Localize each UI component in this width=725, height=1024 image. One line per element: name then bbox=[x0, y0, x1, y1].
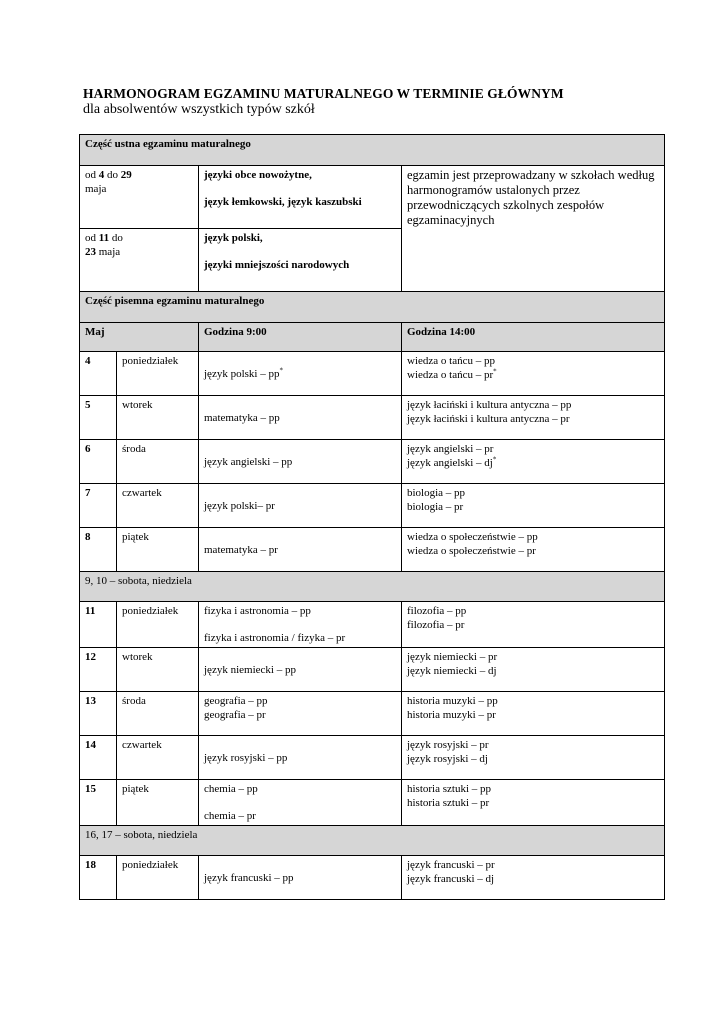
morning-exam: język polski – pp bbox=[204, 367, 280, 380]
column-header-afternoon: Godzina 14:00 bbox=[402, 323, 665, 352]
afternoon-exams bbox=[402, 736, 665, 780]
day-number: 5 bbox=[80, 396, 117, 440]
morning-exams bbox=[199, 484, 402, 528]
morning-exams bbox=[199, 692, 402, 736]
day-number: 18 bbox=[80, 856, 117, 900]
afternoon-exams bbox=[402, 396, 665, 440]
morning-exams bbox=[199, 780, 402, 826]
afternoon-exam: biologia – pr bbox=[407, 501, 464, 513]
afternoon-exam: biologia – pp bbox=[407, 487, 466, 499]
oral-dates-1: od 4 do 29 maja bbox=[80, 166, 199, 229]
afternoon-exam: język rosyjski – dj bbox=[407, 753, 488, 765]
day-number: 8 bbox=[80, 528, 117, 572]
weekday: poniedziałek bbox=[117, 352, 199, 396]
exam-day-row bbox=[80, 692, 665, 736]
oral-subjects-2: język polski, języki mniejszości narodowych bbox=[199, 229, 402, 292]
exam-day-row bbox=[80, 484, 665, 528]
afternoon-exams bbox=[402, 484, 665, 528]
morning-exams bbox=[199, 856, 402, 900]
morning-exam: chemia – pp bbox=[204, 783, 258, 795]
afternoon-exam: wiedza o tańcu – pr* bbox=[407, 367, 497, 381]
exam-day-row bbox=[80, 396, 665, 440]
weekday: wtorek bbox=[117, 648, 199, 692]
morning-exams bbox=[199, 352, 402, 396]
weekday: poniedziałek bbox=[117, 856, 199, 900]
morning-exam: język polski– pr bbox=[204, 499, 275, 512]
day-number: 6 bbox=[80, 440, 117, 484]
afternoon-exams bbox=[402, 528, 665, 572]
day-number: 13 bbox=[80, 692, 117, 736]
afternoon-exams bbox=[402, 692, 665, 736]
document-subtitle: dla absolwentów wszystkich typów szkół bbox=[83, 102, 315, 117]
oral-subjects-1: języki obce nowożytne, język łemkowski, język kaszubski bbox=[199, 166, 402, 229]
morning-exams bbox=[199, 648, 402, 692]
afternoon-exams bbox=[402, 780, 665, 826]
written-column-headers bbox=[80, 323, 665, 352]
exam-day-row bbox=[80, 648, 665, 692]
afternoon-exam: język rosyjski – pr bbox=[407, 739, 489, 751]
afternoon-exam: wiedza o społeczeństwie – pr bbox=[407, 545, 536, 557]
afternoon-exams bbox=[402, 856, 665, 900]
footnote-marker: * bbox=[493, 367, 497, 376]
column-header-morning: Godzina 9:00 bbox=[199, 323, 402, 352]
day-number: 4 bbox=[80, 352, 117, 396]
morning-exam: język niemiecki – pp bbox=[204, 663, 296, 676]
day-number: 15 bbox=[80, 780, 117, 826]
weekday: środa bbox=[117, 692, 199, 736]
afternoon-exam: język angielski – dj* bbox=[407, 455, 497, 469]
morning-exam: matematyka – pr bbox=[204, 543, 278, 556]
afternoon-exam: wiedza o społeczeństwie – pp bbox=[407, 531, 538, 543]
oral-block-foreign-languages bbox=[80, 166, 665, 229]
exam-day-row bbox=[80, 780, 665, 826]
weekend-label: 16, 17 – sobota, niedziela bbox=[80, 826, 665, 856]
written-section-title: Część pisemna egzaminu maturalnego bbox=[80, 292, 665, 323]
oral-section-title: Część ustna egzaminu maturalnego bbox=[80, 135, 665, 166]
oral-note: egzamin jest przeprowadzany w szkołach według harmonogramów ustalonych przez przewodniczących szkolnych zespołów egzaminacyjnych bbox=[402, 166, 665, 292]
day-number: 11 bbox=[80, 602, 117, 648]
weekday: środa bbox=[117, 440, 199, 484]
oral-section-header bbox=[80, 135, 665, 166]
morning-exam: fizyka i astronomia – pp bbox=[204, 605, 311, 617]
written-section-header bbox=[80, 292, 665, 323]
footnote-marker: * bbox=[492, 455, 497, 464]
afternoon-exam: język angielski – pr bbox=[407, 443, 494, 455]
afternoon-exam: język francuski – pr bbox=[407, 859, 495, 871]
morning-exam: język rosyjski – pp bbox=[204, 751, 288, 764]
weekday: piątek bbox=[117, 780, 199, 826]
afternoon-exam: historia sztuki – pr bbox=[407, 797, 490, 809]
day-number: 7 bbox=[80, 484, 117, 528]
column-header-month: Maj bbox=[80, 323, 199, 352]
morning-exam: chemia – pr bbox=[204, 810, 256, 822]
afternoon-exams bbox=[402, 440, 665, 484]
morning-exams bbox=[199, 396, 402, 440]
exam-day-row bbox=[80, 440, 665, 484]
afternoon-exam: wiedza o tańcu – pp bbox=[407, 355, 495, 367]
document-title: HARMONOGRAM EGZAMINU MATURALNEGO W TERMINIE GŁÓWNYM bbox=[83, 86, 564, 101]
oral-dates-2: od 11 do 23 maja bbox=[80, 229, 199, 292]
afternoon-exam: język francuski – dj bbox=[407, 873, 495, 885]
weekday: czwartek bbox=[117, 736, 199, 780]
exam-day-row bbox=[80, 602, 665, 648]
morning-exams bbox=[199, 528, 402, 572]
morning-exam: fizyka i astronomia / fizyka – pr bbox=[204, 632, 346, 644]
morning-exams bbox=[199, 440, 402, 484]
exam-day-row bbox=[80, 736, 665, 780]
morning-exams bbox=[199, 602, 402, 648]
day-number: 12 bbox=[80, 648, 117, 692]
exam-schedule-table bbox=[79, 134, 665, 900]
morning-exams bbox=[199, 736, 402, 780]
exam-day-row bbox=[80, 528, 665, 572]
weekend-label: 9, 10 – sobota, niedziela bbox=[80, 572, 665, 602]
day-number: 14 bbox=[80, 736, 117, 780]
footnote-marker: * bbox=[279, 365, 283, 374]
weekday: wtorek bbox=[117, 396, 199, 440]
morning-exam: język angielski – pp bbox=[204, 455, 293, 468]
exam-day-row bbox=[80, 856, 665, 900]
afternoon-exam: filozofia – pp bbox=[407, 605, 467, 617]
weekday: piątek bbox=[117, 528, 199, 572]
weekday: poniedziałek bbox=[117, 602, 199, 648]
afternoon-exam: język łaciński i kultura antyczna – pr bbox=[407, 413, 570, 425]
morning-exam: geografia – pp bbox=[204, 695, 268, 707]
weekend-row bbox=[80, 572, 665, 602]
afternoon-exam: język łaciński i kultura antyczna – pp bbox=[407, 399, 572, 411]
afternoon-exam: filozofia – pr bbox=[407, 619, 465, 631]
weekday: czwartek bbox=[117, 484, 199, 528]
afternoon-exam: historia muzyki – pp bbox=[407, 695, 498, 707]
afternoon-exams bbox=[402, 602, 665, 648]
afternoon-exam: historia sztuki – pp bbox=[407, 783, 492, 795]
afternoon-exam: język niemiecki – pr bbox=[407, 651, 498, 663]
afternoon-exams bbox=[402, 352, 665, 396]
exam-day-row bbox=[80, 352, 665, 396]
morning-exam: matematyka – pp bbox=[204, 411, 280, 424]
morning-exam: język francuski – pp bbox=[204, 871, 294, 884]
afternoon-exams bbox=[402, 648, 665, 692]
afternoon-exam: historia muzyki – pr bbox=[407, 709, 496, 721]
weekend-row bbox=[80, 826, 665, 856]
afternoon-exam: język niemiecki – dj bbox=[407, 665, 497, 677]
morning-exam: geografia – pr bbox=[204, 709, 266, 721]
